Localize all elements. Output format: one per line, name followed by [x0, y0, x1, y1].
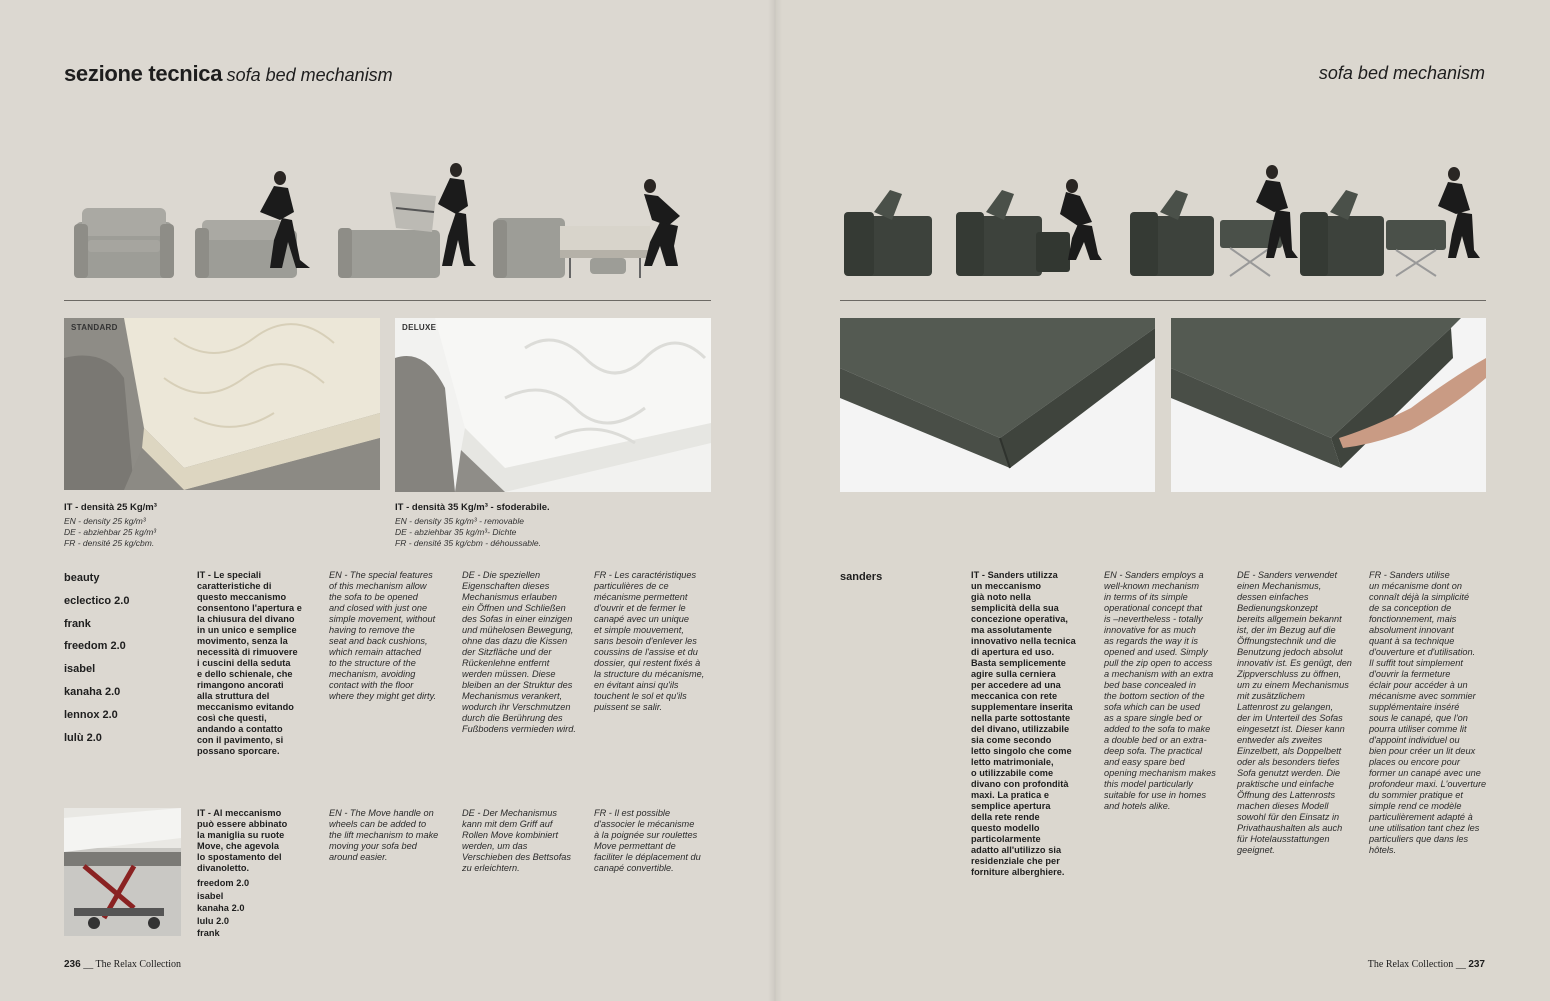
text-line: touchent le sol et qu'ils — [594, 691, 687, 701]
move-en-description — [329, 808, 457, 863]
fr-description — [594, 570, 722, 713]
text-line: con il pavimento, si — [197, 735, 284, 745]
text-line: bien pour créer un lit deux — [1369, 746, 1476, 756]
model-item: freedom 2.0 — [64, 640, 126, 653]
text-line: seat and back cushions, — [329, 636, 428, 646]
text-line: former un canapé avec une — [1369, 768, 1481, 778]
text-line: praktische und einfache — [1237, 779, 1335, 789]
text-line: Lattenrost zu gelangen, — [1237, 702, 1334, 712]
text-line: connaît déjà la simplicité — [1369, 592, 1470, 602]
text-line: IT - Sanders utilizza — [971, 570, 1058, 580]
model-item: kanaha 2.0 — [64, 685, 121, 698]
title-main: sezione tecnica — [64, 61, 223, 86]
model-item: frank — [64, 617, 91, 630]
text-line: bleiben an der Struktur des — [462, 680, 573, 690]
text-line: particuliers que dans les — [1369, 834, 1469, 844]
spec-standard-line: EN - density 25 kg/m³ — [64, 516, 146, 526]
text-line: canapé convertible. — [594, 863, 674, 873]
spec-standard — [64, 502, 364, 549]
text-line: particulières de ce — [594, 581, 669, 591]
spec-deluxe-title: IT - densità 35 Kg/m³ - sfoderabile. — [395, 502, 550, 513]
footer-collection-name: The Relax Collection — [95, 959, 182, 970]
sanders-closed-figure — [844, 190, 932, 276]
right-page — [775, 0, 1550, 1001]
text-line: Rollen Move kombiniert — [462, 830, 558, 840]
text-line: la maniglia su ruote — [197, 830, 285, 840]
deluxe-mattress-image — [395, 318, 711, 492]
text-line: ist, der im Bezug auf die — [1237, 625, 1336, 635]
text-line: werden, um das — [462, 841, 528, 851]
text-line: contact with the floor — [329, 680, 414, 690]
text-line: del divano, utilizzabile — [971, 724, 1070, 734]
text-line: DE - Sanders verwendet — [1237, 570, 1338, 580]
text-line: DE - Der Mechanismus — [462, 808, 557, 818]
text-line: du sommier pratique et — [1369, 790, 1463, 800]
page-number: 237 — [1468, 959, 1485, 970]
text-line: einen Mechanismus, — [1237, 581, 1322, 591]
sanders-sequence-illustration — [840, 150, 1490, 285]
text-line: semplice apertura — [971, 801, 1051, 811]
footer-separator: __ — [1455, 959, 1466, 970]
text-line: quant à sa technique — [1369, 636, 1455, 646]
spec-deluxe — [395, 502, 711, 549]
text-line: a mechanism with an extra — [1104, 669, 1214, 679]
sofa-unfolding-figure — [338, 163, 476, 278]
text-line: dossier, qui restent fixés à — [594, 658, 701, 668]
text-line: sofa which can be used — [1104, 702, 1201, 712]
text-line: sowohl für den Einsatz in — [1237, 812, 1340, 822]
text-line: of this mechanism allow — [329, 581, 427, 591]
text-line: pourra utiliser comme lit — [1369, 724, 1467, 734]
text-line: andando a contatto — [197, 724, 283, 734]
text-line: this model particularly — [1104, 779, 1193, 789]
text-line: um zu einem Mechanismus — [1237, 680, 1349, 690]
sofa-pulling-figure — [195, 171, 310, 278]
spec-standard-title: IT - densità 25 Kg/m³ — [64, 502, 157, 513]
text-line: durch die Berührung des — [462, 713, 563, 723]
text-line: pull the zip open to access — [1104, 658, 1213, 668]
text-line: residenziale che per — [971, 856, 1060, 866]
text-line: a double bed or an extra- — [1104, 735, 1207, 745]
model-item: lulù 2.0 — [64, 731, 102, 744]
spec-deluxe-line: DE - abziehbar 35 kg/m³- Dichte — [395, 527, 517, 537]
text-line: simple rend ce modèle — [1369, 801, 1462, 811]
text-line: et simple mouvement, — [594, 625, 684, 635]
text-line: moving your sofa bed — [329, 841, 417, 851]
text-line: d'appoint individuel ou — [1369, 735, 1460, 745]
text-line: geeignet. — [1237, 845, 1275, 855]
text-line: having to remove the — [329, 625, 415, 635]
text-line: where they might get dirty. — [329, 691, 437, 701]
spec-deluxe-line: EN - density 35 kg/m³ - removable — [395, 516, 524, 526]
text-line: für Hotelausstattungen — [1237, 834, 1330, 844]
model-item: lennox 2.0 — [64, 708, 118, 721]
text-line: Basta semplicemente — [971, 658, 1066, 668]
standard-mattress-photo — [64, 318, 380, 490]
text-line: la structure du mécanisme, — [594, 669, 705, 679]
text-line: EN - The special features — [329, 570, 433, 580]
sanders-de-description — [1237, 570, 1365, 856]
it-description — [197, 570, 325, 757]
sofa-open-bed-figure — [493, 179, 680, 278]
text-line: possano sporcare. — [197, 746, 280, 756]
text-line: well-known mechanism — [1104, 581, 1199, 591]
sanders-en-description — [1104, 570, 1232, 812]
text-line: movimento, senza la — [197, 636, 288, 646]
page-number: 236 — [64, 959, 81, 970]
text-line: mechanism, avoiding — [329, 669, 416, 679]
text-line: o utilizzabile come — [971, 768, 1054, 778]
text-line: opened and used. Simply — [1104, 647, 1208, 657]
text-line: profondeur maxi. L'ouverture — [1369, 779, 1487, 789]
text-line: wheels can be added to — [329, 819, 427, 829]
text-line: in terms of its simple — [1104, 592, 1188, 602]
text-line: questo modello — [971, 823, 1040, 833]
text-line: d'ouvrir la fermeture — [1369, 669, 1451, 679]
text-line: Sofa genutzt werden. Die — [1237, 768, 1341, 778]
text-line: di apertura ed uso. — [971, 647, 1055, 657]
text-line: added to the sofa to make — [1104, 724, 1211, 734]
text-line: Mechanismus erlauben — [462, 592, 557, 602]
right-page-title: sofa bed mechanism — [1318, 63, 1485, 83]
text-line: Einzelbett, als Doppelbett — [1237, 746, 1342, 756]
text-line: lo spostamento del — [197, 852, 282, 862]
text-line: Benutzung jedoch absolut — [1237, 647, 1343, 657]
text-line: kanaha 2.0 — [197, 903, 245, 913]
text-line: en évitant ainsi qu'ils — [594, 680, 679, 690]
text-line: simple movement, without — [329, 614, 436, 624]
text-line: la chiusura del divano — [197, 614, 295, 624]
text-line: to the structure of the — [329, 658, 416, 668]
text-line: caratteristiche di — [197, 581, 272, 591]
text-line: semplicità della sua — [971, 603, 1059, 613]
text-line: particolarmente — [971, 834, 1041, 844]
text-line: is –nevertheless - totally — [1104, 614, 1203, 624]
text-line: mécanisme avec sommier — [1369, 691, 1476, 701]
text-line: coussins de l'assise et du — [594, 647, 698, 657]
text-line: d'associer le mécanisme — [594, 819, 695, 829]
text-line: eingesetzt ist. Dieser kann — [1237, 724, 1345, 734]
text-line: oder als besonders tiefes — [1237, 757, 1340, 767]
model-list — [64, 571, 184, 753]
model-item: beauty — [64, 572, 100, 584]
move-handle-photo — [64, 808, 181, 936]
text-line: puissent se salir. — [594, 702, 663, 712]
text-line: as a spare single bed or — [1104, 713, 1203, 723]
text-line: agire sulla cerniera — [971, 669, 1056, 679]
text-line: Fußbodens vermieden wird. — [462, 724, 576, 734]
text-line: and closed with just one — [329, 603, 428, 613]
sanders-cushion-photo — [840, 318, 1155, 492]
text-line: innovativo nella tecnica — [971, 636, 1076, 646]
text-line: the lift mechanism to make — [329, 830, 439, 840]
text-line: così che questi, — [197, 713, 267, 723]
text-line: Privathaushalten als auch — [1237, 823, 1343, 833]
text-line: d'ouvrir et de fermer le — [594, 603, 686, 613]
text-line: freedom 2.0 — [197, 878, 250, 888]
text-line: nella parte sottostante — [971, 713, 1071, 723]
text-line: isabel — [197, 890, 224, 901]
text-line: EN - The Move handle on — [329, 808, 434, 818]
text-line: Verschieben des Bettsofas — [462, 852, 571, 862]
sofa-closed-figure — [74, 208, 174, 278]
text-line: faciliter le déplacement du — [594, 852, 701, 862]
move-model-list — [197, 877, 325, 940]
photo-label-deluxe: DELUXE — [402, 323, 437, 332]
text-line: DE - Die speziellen — [462, 570, 541, 580]
text-line: EN - Sanders employs a — [1104, 570, 1204, 580]
text-line: supplémentaire inséré — [1369, 702, 1460, 712]
text-line: meccanismo evitando — [197, 702, 294, 712]
text-line: as regards the way it is — [1104, 636, 1198, 646]
sanders-pulling-figure — [956, 179, 1102, 276]
de-description — [462, 570, 590, 735]
text-line: divano con profondità — [971, 779, 1069, 789]
text-line: deep sofa. The practical — [1104, 746, 1203, 756]
text-line: adatto all'utilizzo sia — [971, 845, 1062, 855]
text-line: opening mechanism makes — [1104, 768, 1216, 778]
text-line: une utilisation tant chez les — [1369, 823, 1480, 833]
footer-separator: __ — [83, 959, 94, 970]
text-line: Move, che agevola — [197, 841, 280, 851]
text-line: Bedienungskonzept — [1237, 603, 1318, 613]
text-line: à la poignée sur roulettes — [594, 830, 698, 840]
text-line: già noto nella — [971, 592, 1031, 602]
text-line: absolument innovant — [1369, 625, 1454, 635]
sanders-zip-image — [1171, 318, 1486, 492]
spec-standard-line: DE - abziehbar 25 kg/m³ — [64, 527, 157, 537]
text-line: ohne das dazu die Kissen — [462, 636, 568, 646]
sanders-zip-photo — [1171, 318, 1486, 492]
text-line: sans besoin d'enlever les — [594, 636, 697, 646]
text-line: und mühelosen Bewegung, — [462, 625, 574, 635]
text-line: bed base concealed in — [1104, 680, 1196, 690]
text-line: werden müssen. Diese — [462, 669, 556, 679]
section-divider-right — [840, 300, 1486, 301]
text-line: i cuscini della seduta — [197, 658, 291, 668]
text-line: Öffnung des Lattenrosts — [1237, 790, 1336, 800]
text-line: Mechanismus verankert, — [462, 691, 563, 701]
standard-mattress-image — [64, 318, 380, 490]
text-line: Il suffit tout simplement — [1369, 658, 1463, 668]
footer-left — [64, 959, 181, 970]
text-line: Eigenschaften dieses — [462, 581, 550, 591]
text-line: FR - Il est possible — [594, 808, 671, 818]
text-line: ein Öffnen und Schließen — [462, 603, 566, 613]
text-line: ma assolutamente — [971, 625, 1052, 635]
text-line: éclair pour accéder à un — [1369, 680, 1468, 690]
text-line: dessen einfaches — [1237, 592, 1309, 602]
text-line: fonctionnement, mais — [1369, 614, 1457, 624]
text-line: meccanica con rete — [971, 691, 1058, 701]
text-line: divanoletto. — [197, 863, 250, 873]
text-line: letto singolo che come — [971, 746, 1072, 756]
title-subtitle: sofa bed mechanism — [226, 65, 393, 85]
book-spine — [768, 0, 782, 1001]
text-line: consentono l'apertura e — [197, 603, 302, 613]
text-line: supplementare inserita — [971, 702, 1073, 712]
text-line: della rete rende — [971, 812, 1040, 822]
text-line: FR - Les caractéristiques — [594, 570, 697, 580]
text-line: sia come secondo — [971, 735, 1052, 745]
sanders-open-figure — [1300, 167, 1480, 276]
text-line: d'ouverture et d'utilisation. — [1369, 647, 1476, 657]
text-line: machen dieses Modell — [1237, 801, 1329, 811]
text-line: necessità di rimuovere — [197, 647, 298, 657]
text-line: mécanisme permettent — [594, 592, 688, 602]
text-line: and hotels alike. — [1104, 801, 1171, 811]
text-line: un meccanismo — [971, 581, 1042, 591]
sanders-extra-bed-figure — [1130, 165, 1298, 276]
text-line: questo meccanismo — [197, 592, 287, 602]
text-line: IT - Le speciali — [197, 570, 262, 580]
text-line: operational concept that — [1104, 603, 1203, 613]
move-handle-image — [64, 808, 181, 936]
text-line: innovative for as much — [1104, 625, 1196, 635]
mechanism-sequence-illustration — [60, 150, 720, 285]
section-divider — [64, 300, 711, 301]
text-line: può essere abbinato — [197, 819, 288, 829]
footer-collection-name: The Relax Collection — [1367, 959, 1454, 970]
move-fr-description — [594, 808, 722, 874]
text-line: zu erleichtern. — [462, 863, 520, 873]
footer-right — [1368, 959, 1485, 970]
text-line: the bottom section of the — [1104, 691, 1205, 701]
text-line: concezione operativa, — [971, 614, 1069, 624]
text-line: innovativ ist. Es genügt, den — [1237, 658, 1352, 668]
model-item: isabel — [64, 663, 96, 676]
text-line: in un unico e semplice — [197, 625, 297, 635]
text-line: letto matrimoniale, — [971, 757, 1054, 767]
move-de-description — [462, 808, 590, 874]
text-line: canapé avec un unique — [594, 614, 690, 624]
text-line: lulu 2.0 — [197, 915, 230, 926]
move-it-description — [197, 808, 325, 874]
deluxe-mattress-photo — [395, 318, 711, 492]
text-line: wodurch ihr Verschmutzen — [462, 702, 571, 712]
text-line: Move permettant de — [594, 841, 676, 851]
text-line: FR - Sanders utilise — [1369, 570, 1450, 580]
text-line: IT - Al meccanismo — [197, 808, 282, 818]
text-line: frank — [197, 928, 220, 938]
text-line: alla struttura del — [197, 691, 270, 701]
text-line: suitable for use in homes — [1104, 790, 1207, 800]
text-line: de sa conception de — [1369, 603, 1452, 613]
spec-deluxe-line: FR - densité 35 kg/cbm - déhoussable. — [395, 538, 541, 548]
page-title — [64, 61, 393, 87]
text-line: the sofa to be opened — [329, 592, 418, 602]
text-line: bereits allgemein bekannt — [1237, 614, 1342, 624]
text-line: sous le canapé, que l'on — [1369, 713, 1468, 723]
text-line: Rückenlehne entfernt — [462, 658, 550, 668]
text-line: der Sitzfläche und der — [462, 647, 552, 657]
text-line: per accedere ad una — [971, 680, 1061, 690]
sanders-it-description — [971, 570, 1099, 878]
sanders-fr-description — [1369, 570, 1497, 856]
text-line: e dello schienale, che — [197, 669, 293, 679]
text-line: un mécanisme dont on — [1369, 581, 1462, 591]
en-description — [329, 570, 457, 702]
text-line: Zippverschluss zu öffnen, — [1237, 669, 1342, 679]
photo-label-standard: STANDARD — [71, 323, 118, 332]
text-line: mit zusätzlichem — [1237, 691, 1305, 701]
text-line: around easier. — [329, 852, 388, 862]
text-line: maxi. La pratica e — [971, 790, 1050, 800]
text-line: kann mit dem Griff auf — [462, 819, 553, 829]
text-line: Öffnungstechnik und die — [1237, 636, 1337, 646]
text-line: entweder als zweites — [1237, 735, 1323, 745]
text-line: des Sofas in einer einzigen — [462, 614, 573, 624]
text-line: hôtels. — [1369, 845, 1397, 855]
text-line: which remain attached — [329, 647, 421, 657]
text-line: particulièrement adapté à — [1369, 812, 1473, 822]
spec-standard-line: FR - densité 25 kg/cbm. — [64, 538, 155, 548]
text-line: der im Unterteil des Sofas — [1237, 713, 1343, 723]
text-line: rimangono ancorati — [197, 680, 284, 690]
text-line: places ou encore pour — [1369, 757, 1460, 767]
model-sanders: sanders — [840, 571, 883, 583]
model-item: eclectico 2.0 — [64, 594, 130, 607]
text-line: and easy spare bed — [1104, 757, 1185, 767]
sanders-cushion-image — [840, 318, 1155, 492]
text-line: forniture alberghiere. — [971, 867, 1065, 877]
